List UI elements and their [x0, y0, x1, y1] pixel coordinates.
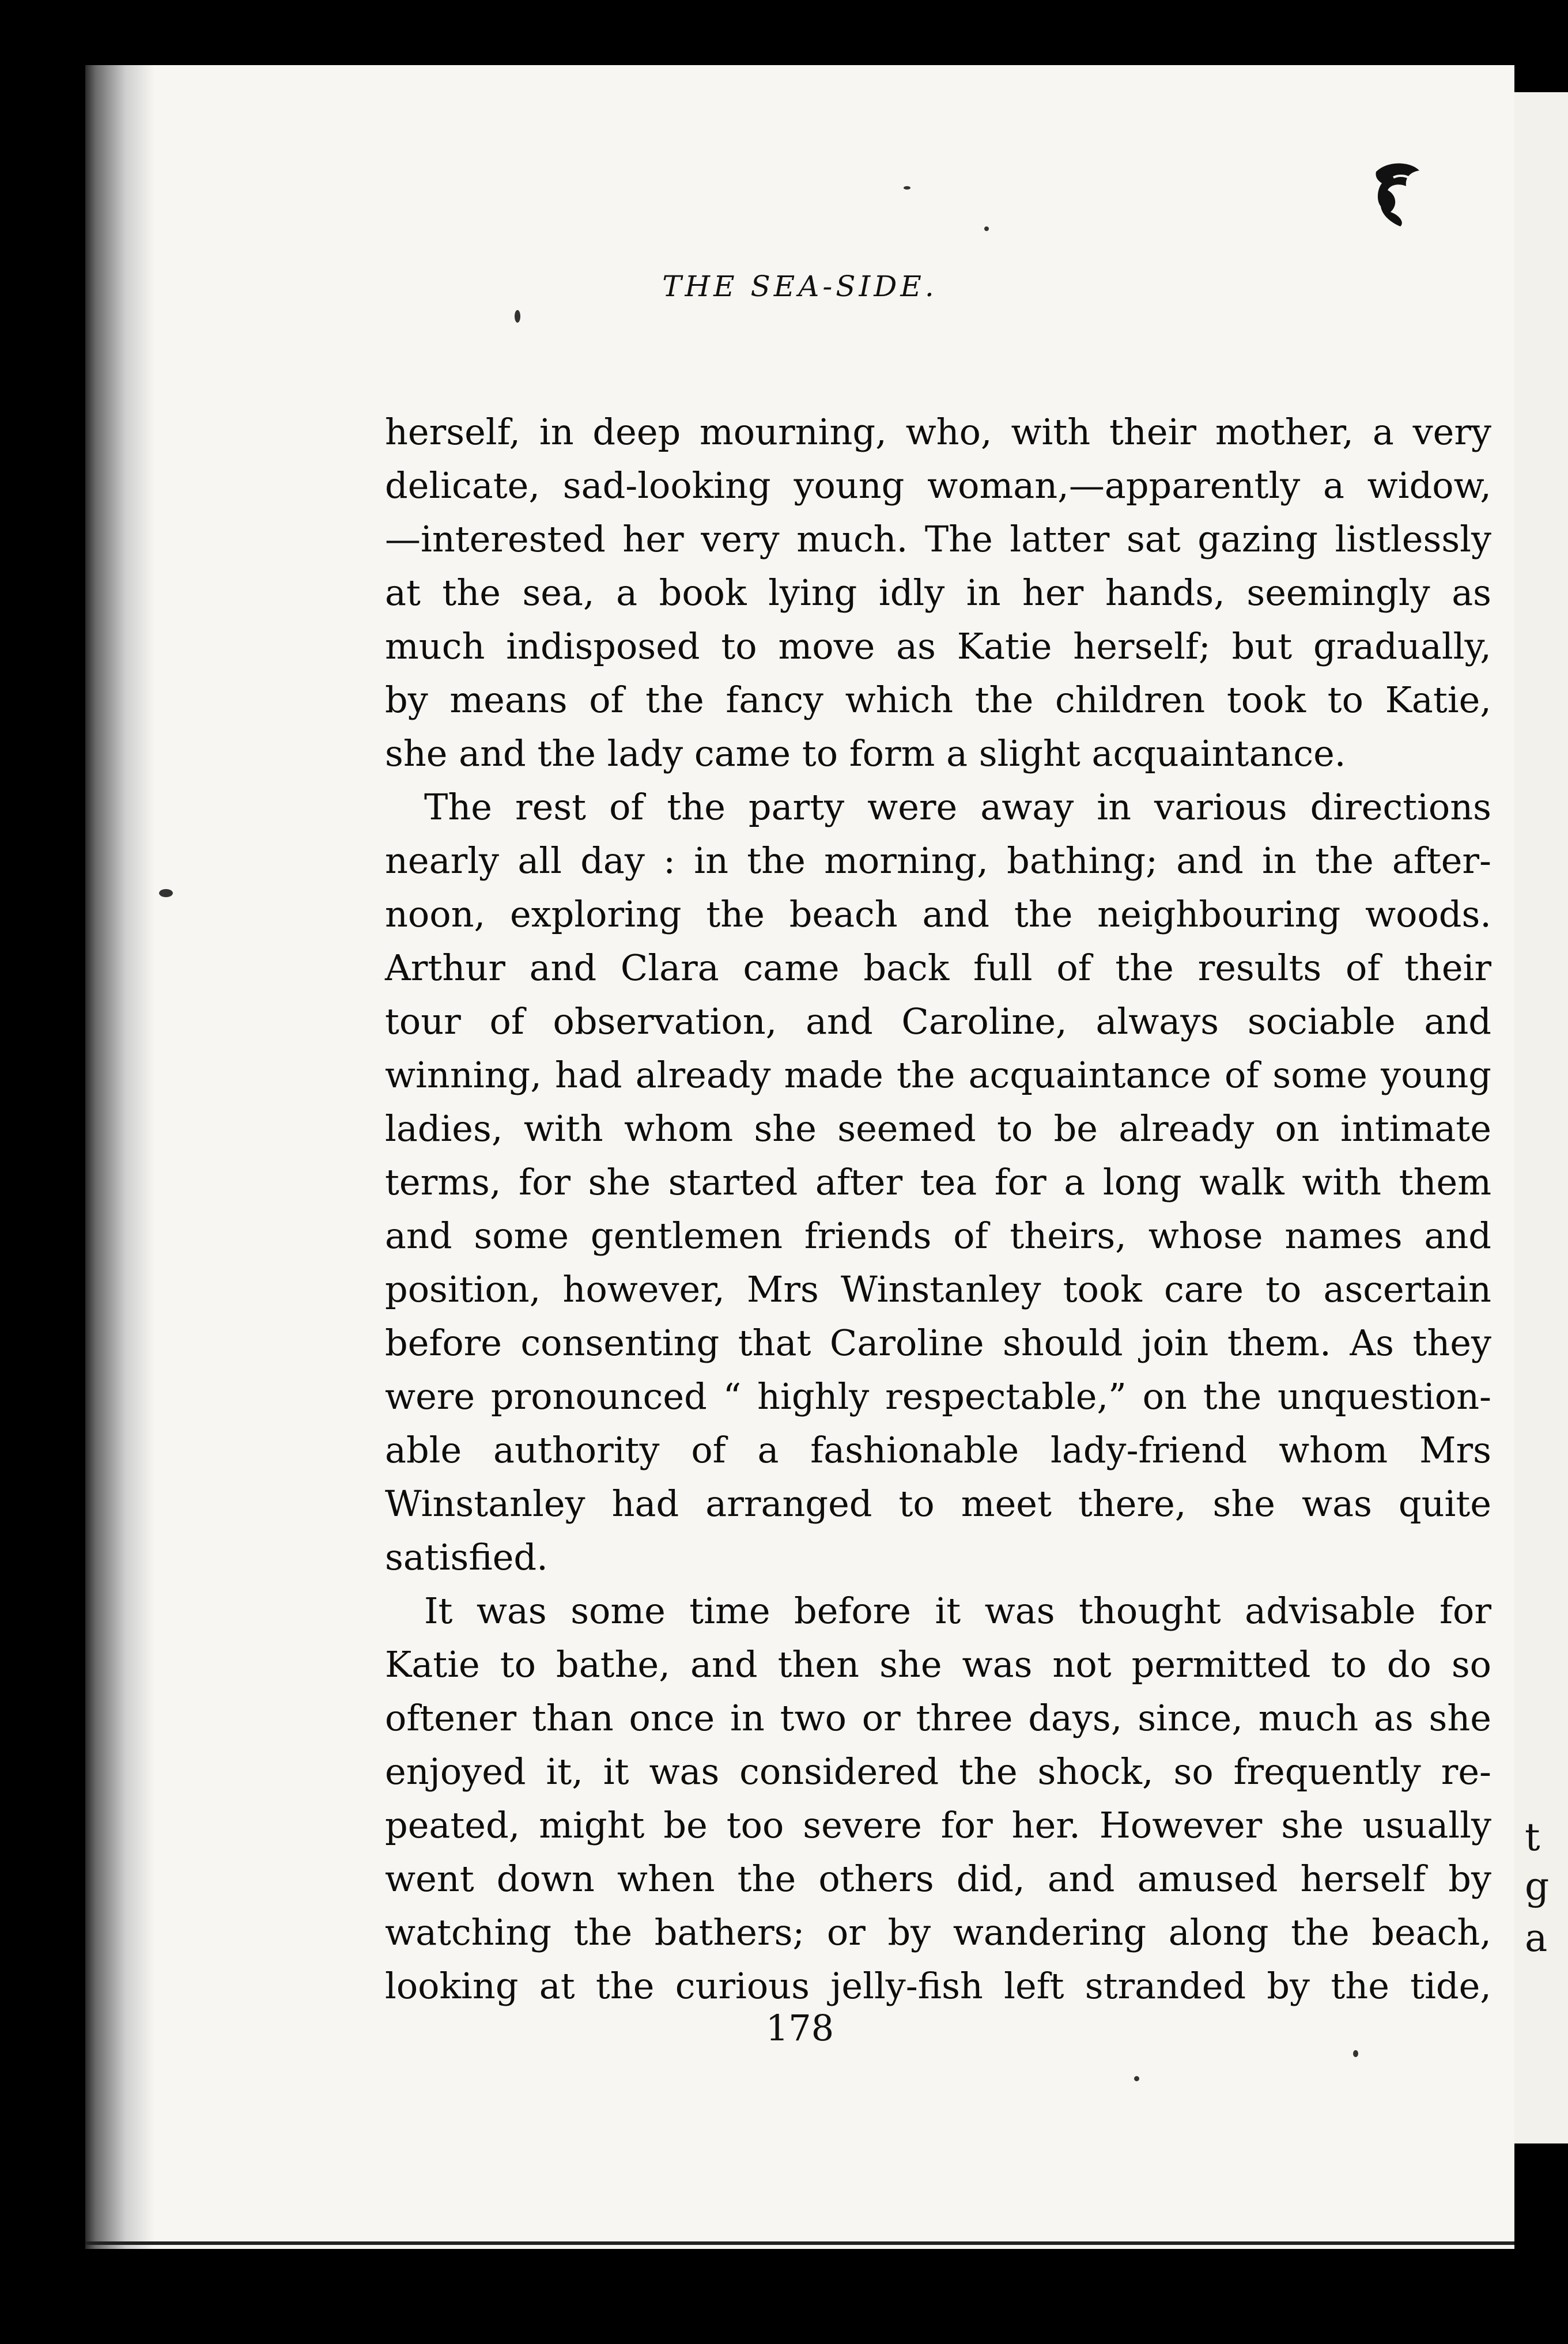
text-line: terms, for she started after tea for a long walk with them: [385, 1161, 1491, 1203]
book-page: [85, 65, 1514, 2249]
text-line: went down when the others did, and amused herself by: [385, 1858, 1491, 1900]
text-line: —interested her very much. The latter sat gazing listlessly: [385, 518, 1491, 560]
body-text: [385, 405, 1491, 2013]
speck: [904, 186, 910, 190]
paragraphs: [385, 405, 1491, 2013]
text-line: noon, exploring the beach and the neighbouring woods.: [385, 893, 1491, 935]
text-line: before consenting that Caroline should join them. As they: [385, 1322, 1491, 1364]
paragraph: [385, 780, 1491, 1584]
next-page-edge: [1514, 92, 1568, 2143]
speck: [159, 889, 173, 897]
ornament-icon: [1365, 154, 1428, 229]
text-line: tour of observation, and Caroline, always sociable and: [385, 1000, 1491, 1042]
text-line: Katie to bathe, and then she was not permitted to do so: [385, 1643, 1491, 1685]
text-line: at the sea, a book lying idly in her hands, seemingly as: [385, 572, 1491, 614]
speck: [515, 310, 520, 323]
text-line: It was some time before it was thought advisable for: [424, 1590, 1491, 1632]
page-number: 178: [765, 2007, 834, 2049]
paragraph: [385, 405, 1491, 780]
next-page-fragment: a: [1525, 1916, 1548, 1960]
text-line: The rest of the party were away in various directions: [424, 786, 1491, 828]
speck: [1353, 2050, 1358, 2057]
text-line: peated, might be too severe for her. However she usually: [385, 1804, 1491, 1846]
next-page-fragment: g: [1525, 1864, 1550, 1908]
text-line: winning, had already made the acquaintance of some young: [385, 1054, 1491, 1096]
text-line: by means of the fancy which the children took to Katie,: [385, 679, 1491, 721]
text-line: watching the bathers; or by wandering along the beach,: [385, 1911, 1491, 1953]
text-line: position, however, Mrs Winstanley took care to ascertain: [385, 1268, 1491, 1310]
gutter-shadow: [85, 65, 154, 2249]
text-line: and some gentlemen friends of theirs, whose names and: [385, 1215, 1491, 1257]
speck: [1134, 2076, 1139, 2081]
text-line: oftener than once in two or three days, since, much as she: [385, 1697, 1491, 1739]
page-bottom-edge: [85, 2241, 1514, 2245]
text-line: delicate, sad-looking young woman,—apparently a widow,: [385, 464, 1491, 506]
text-line: enjoyed it, it was considered the shock, so frequently re-: [385, 1751, 1491, 1793]
text-line: much indisposed to move as Katie herself; but gradually,: [385, 625, 1491, 667]
text-line: satisfied.: [385, 1536, 548, 1578]
speck: [984, 226, 989, 231]
text-line: able authority of a fashionable lady-friend whom Mrs: [385, 1429, 1491, 1471]
next-page-fragment: t: [1525, 1815, 1540, 1859]
text-line: herself, in deep mourning, who, with their mother, a very: [385, 411, 1491, 453]
text-line: nearly all day : in the morning, bathing; and in the after-: [385, 840, 1491, 882]
text-line: looking at the curious jelly-fish left stranded by the tide,: [385, 1965, 1491, 2007]
text-line: were pronounced “ highly respectable,” on the unquestion-: [385, 1375, 1491, 1417]
text-line: Arthur and Clara came back full of the results of their: [385, 947, 1491, 989]
paragraph: [385, 1584, 1491, 2013]
running-head: THE SEA-SIDE.: [662, 270, 938, 303]
text-line: ladies, with whom she seemed to be already on intimate: [385, 1107, 1491, 1150]
text-line: Winstanley had arranged to meet there, she was quite: [385, 1483, 1491, 1525]
text-line: she and the lady came to form a slight acquaintance.: [385, 732, 1346, 774]
